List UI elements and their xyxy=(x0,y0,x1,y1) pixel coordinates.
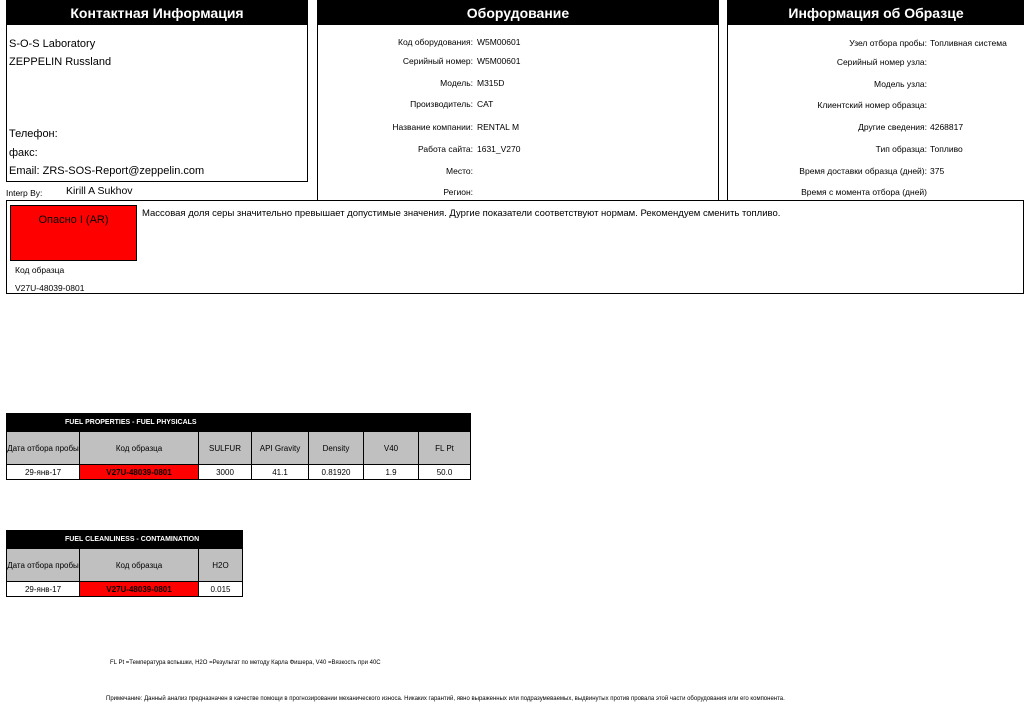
equipment-field-row xyxy=(318,36,718,48)
interpretation-comment: Массовая доля серы значительно превышает допустимые значения. Дургие показатели соответствуют нормам. Рекомендуем сменить топливо. xyxy=(142,208,781,219)
sample-info-title: Информация об Образце xyxy=(728,1,1024,25)
col-header-sample-code: Код образца xyxy=(80,432,199,465)
sample-field-value: Топливо xyxy=(930,144,963,154)
sample-field-value: 4268817 xyxy=(930,122,964,132)
summary-panel xyxy=(6,200,1024,294)
sample-field-row xyxy=(728,56,1024,68)
equipment-field-label: Место: xyxy=(445,166,473,176)
equipment-field-label: Производитель: xyxy=(410,99,473,109)
equipment-field-value: 1631_V270 xyxy=(477,144,521,154)
sample-field-row xyxy=(728,165,1024,177)
equipment-field-label: Серийный номер: xyxy=(402,56,473,66)
equipment-field-value: W5M00601 xyxy=(477,37,521,47)
fuel-cleanliness-title: FUEL CLEANLINESS - CONTAMINATION xyxy=(7,531,243,549)
sample-field-row xyxy=(728,37,1024,49)
col-header-date: Дата отбора пробы xyxy=(7,432,80,465)
sample-field-label: Модель узла: xyxy=(874,79,927,89)
fuel-physicals-table xyxy=(6,413,471,480)
sample-field-label: Тип образца: xyxy=(875,144,927,154)
sample-code-value: V27U-48039-0801 xyxy=(15,283,85,293)
disclaimer-note: Примечание: Данный анализ предназначен в качестве помощи в прогнозировании механического износа. Никаких гарантий, явно выраженных или подразумеваемых, выдвинутых против провала этой части оборудования или его компонента. xyxy=(106,696,785,702)
table-cell-sample-code: V27U-48039-0801 xyxy=(80,465,199,480)
severity-badge: Опасно I (AR) xyxy=(10,205,137,261)
fuel-cleanliness-table xyxy=(6,530,243,597)
table-cell-fl-pt: 50.0 xyxy=(419,465,471,480)
table-cell-sulfur: 3000 xyxy=(199,465,252,480)
interp-name: Kirill A Sukhov xyxy=(66,185,133,197)
fuel-physicals-title: FUEL PROPERTIES - FUEL PHYSICALS xyxy=(7,414,471,432)
equipment-field-row xyxy=(318,77,718,89)
equipment-field-row xyxy=(318,55,718,67)
contact-lab-name: S-O-S Laboratory xyxy=(9,38,96,50)
contact-title: Контактная Информация xyxy=(7,1,307,25)
col-header-date: Дата отбора пробы xyxy=(7,549,80,582)
table-cell-api-gravity: 41.1 xyxy=(252,465,309,480)
equipment-panel xyxy=(317,0,719,201)
sample-field-row xyxy=(728,121,1024,133)
table-cell-density: 0.81920 xyxy=(309,465,364,480)
col-header-h2o: H2O xyxy=(199,549,243,582)
sample-field-label: Время доставки образца (дней): xyxy=(799,166,927,176)
equipment-field-row xyxy=(318,165,718,177)
col-header-sample-code: Код образца xyxy=(80,549,199,582)
sample-field-row xyxy=(728,78,1024,90)
sample-code-label: Код образца xyxy=(15,265,65,275)
contact-email: Email: ZRS-SOS-Report@zeppelin.com xyxy=(9,165,205,177)
abbreviation-legend: FL Pt =Температура вспышки, H2O =Результат по методу Карла Фишера, V40 =Вязкость при 40C xyxy=(110,660,381,666)
equipment-field-label: Модель: xyxy=(440,78,473,88)
sample-field-label: Другие сведения: xyxy=(858,122,927,132)
equipment-field-row xyxy=(318,98,718,110)
col-header-sulfur: SULFUR xyxy=(199,432,252,465)
contact-panel xyxy=(6,0,308,182)
sample-info-panel xyxy=(727,0,1024,201)
equipment-field-row xyxy=(318,143,718,155)
table-cell-sample-code: V27U-48039-0801 xyxy=(80,582,199,597)
equipment-field-label: Регион: xyxy=(443,187,473,197)
sample-field-label: Время с момента отбора (дней) xyxy=(801,187,927,197)
equipment-field-row xyxy=(318,186,718,198)
equipment-field-value: CAT xyxy=(477,99,494,109)
contact-company: ZEPPELIN Russland xyxy=(9,56,112,68)
sample-field-row xyxy=(728,186,1024,198)
contact-fax: факс: xyxy=(9,147,38,159)
equipment-field-label: Название компании: xyxy=(392,122,473,132)
equipment-title: Оборудование xyxy=(318,1,718,25)
sample-field-label: Узел отбора пробы: xyxy=(849,38,927,48)
sample-field-label: Серийный номер узла: xyxy=(836,57,927,67)
sample-field-value: Топливная система xyxy=(930,38,1007,48)
sample-field-label: Клиентский номер образца: xyxy=(817,100,927,110)
table-cell-date: 29-янв-17 xyxy=(7,582,80,597)
table-cell-date: 29-янв-17 xyxy=(7,465,80,480)
table-cell-h2o: 0.015 xyxy=(199,582,243,597)
equipment-field-label: Код оборудования: xyxy=(398,37,473,47)
equipment-field-label: Работа сайта: xyxy=(417,144,473,154)
equipment-field-value: M315D xyxy=(477,78,505,88)
equipment-field-value: W5M00601 xyxy=(477,56,521,66)
sample-field-row xyxy=(728,143,1024,155)
equipment-field-row xyxy=(318,121,718,133)
sample-field-row xyxy=(728,99,1024,111)
col-header-fl-pt: FL Pt xyxy=(419,432,471,465)
col-header-v40: V40 xyxy=(364,432,419,465)
col-header-api-gravity: API Gravity xyxy=(252,432,309,465)
col-header-density: Density xyxy=(309,432,364,465)
equipment-field-value: RENTAL M xyxy=(477,122,520,132)
interp-label: Interp By: xyxy=(6,188,43,198)
sample-field-value: 375 xyxy=(930,166,945,176)
table-cell-v40: 1.9 xyxy=(364,465,419,480)
contact-phone: Телефон: xyxy=(9,128,58,140)
